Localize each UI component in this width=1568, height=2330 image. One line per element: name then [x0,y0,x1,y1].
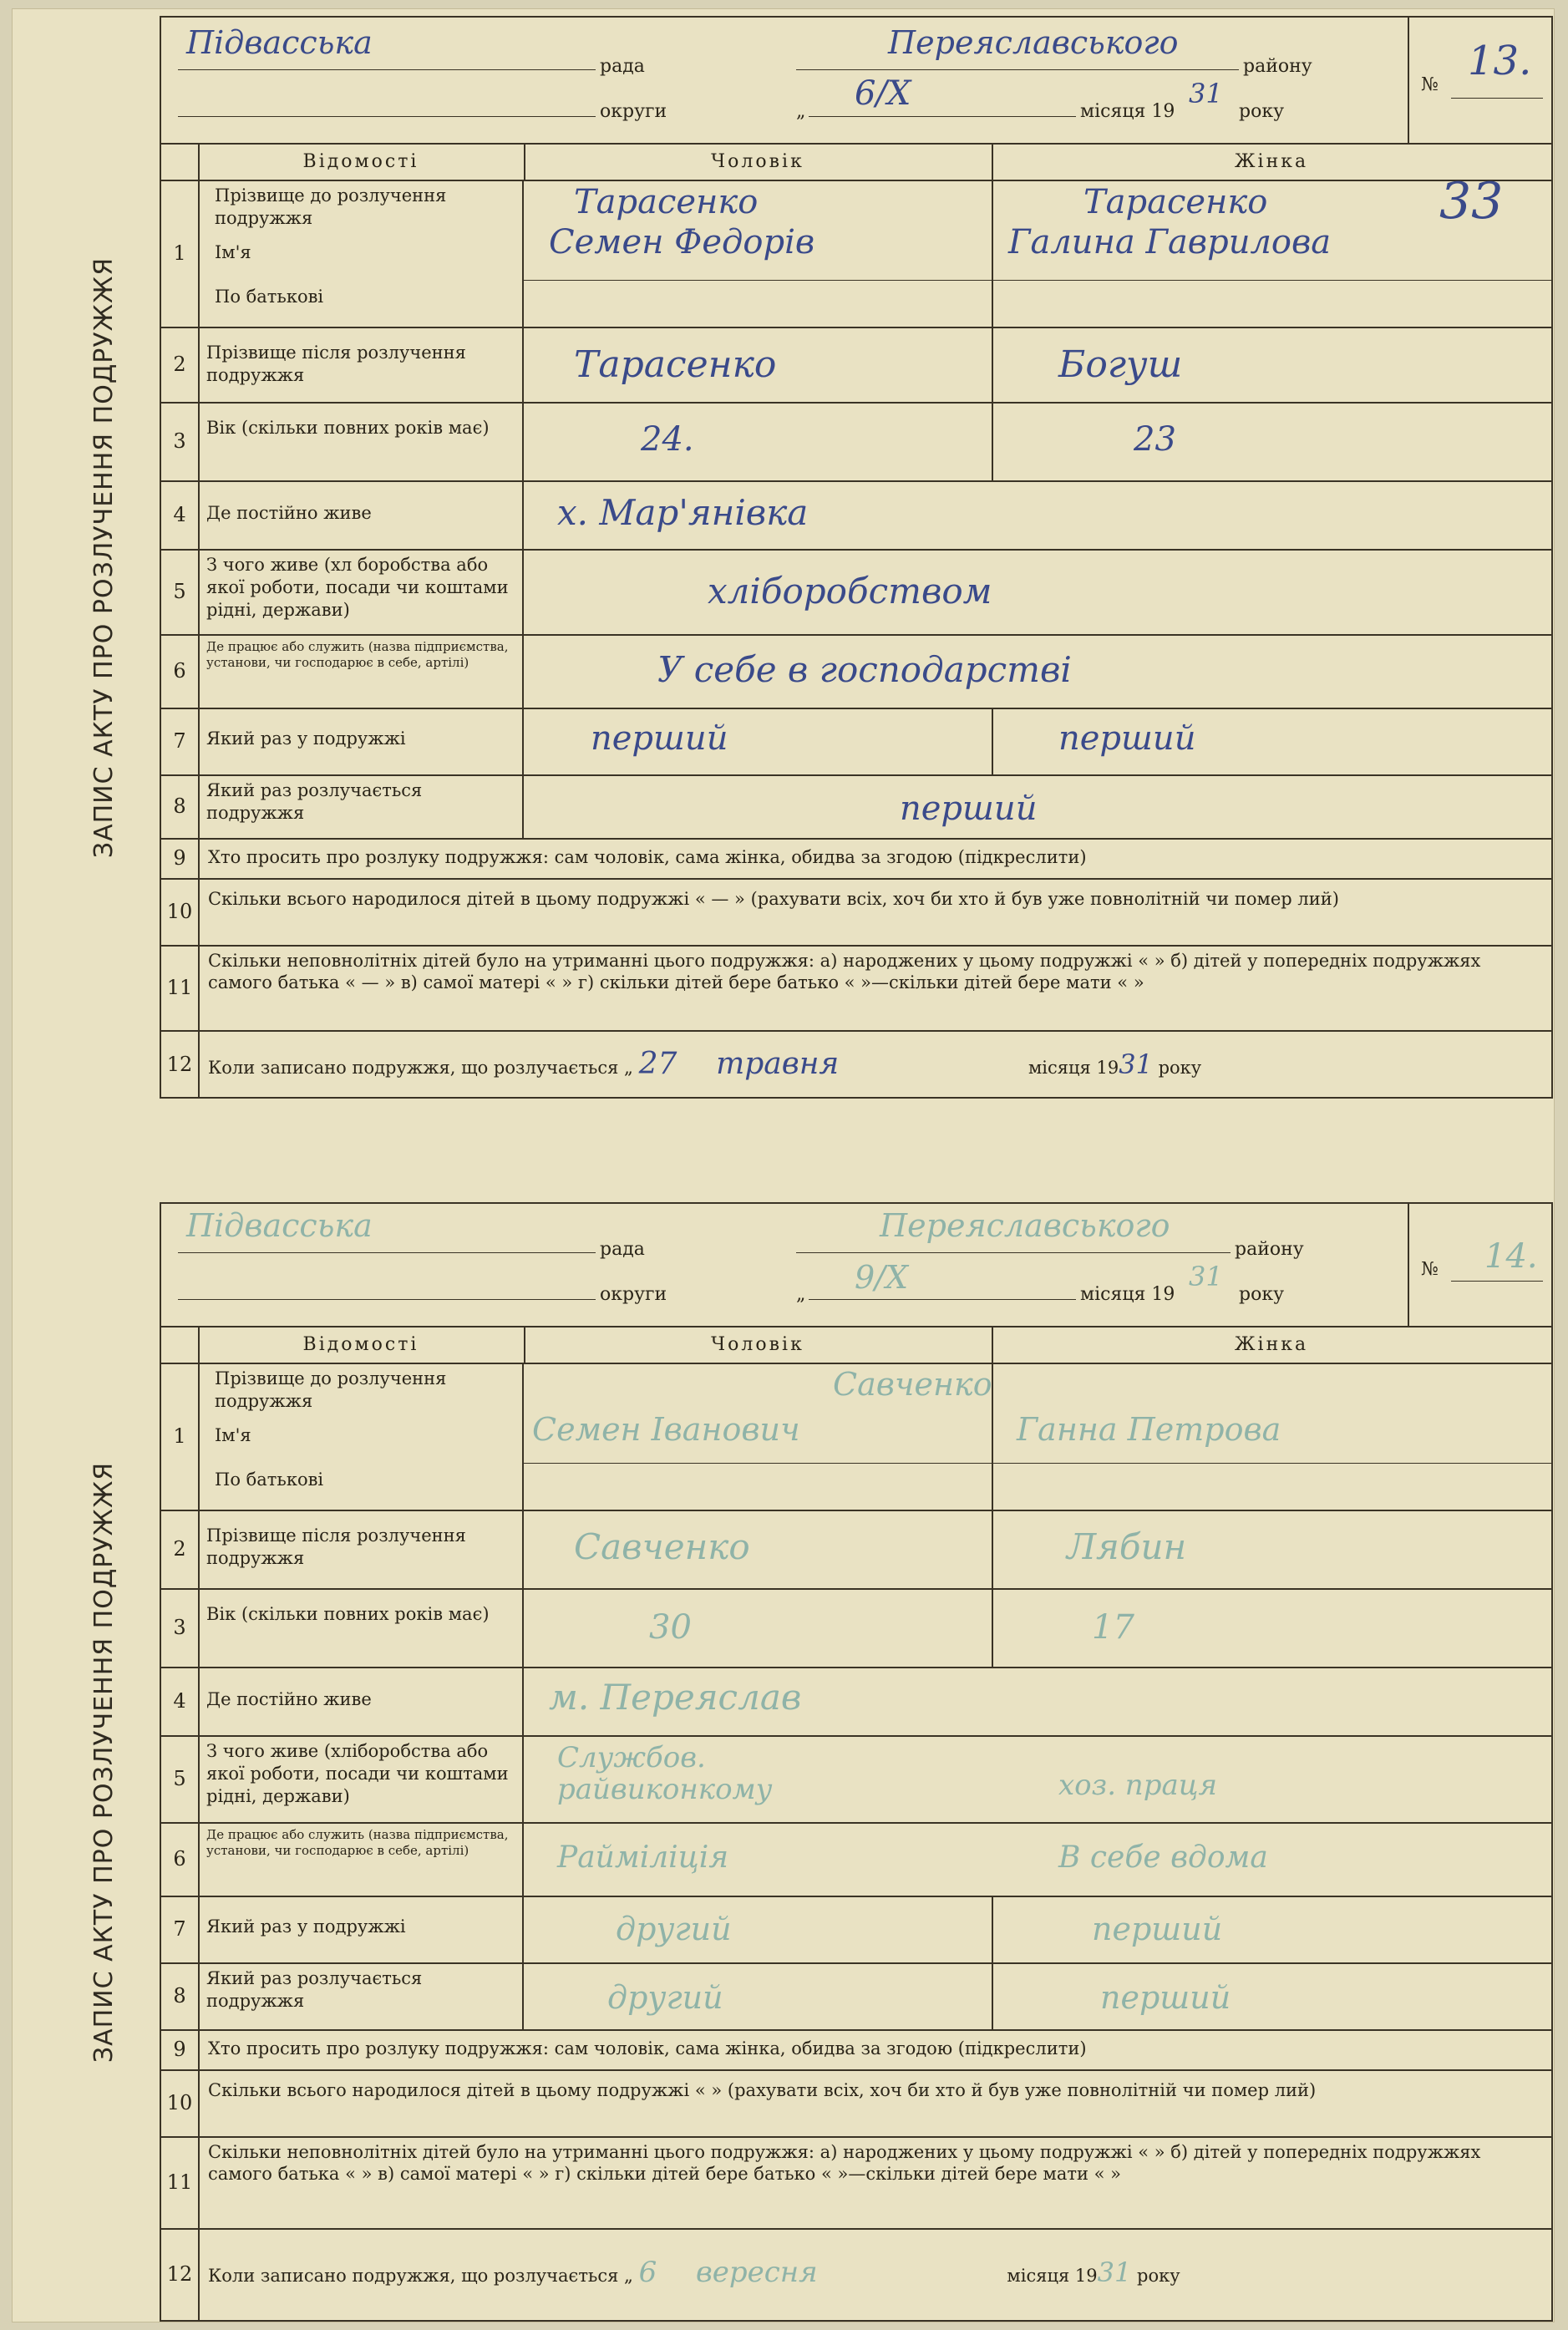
woman-surname-after: Лябин [1067,1526,1187,1567]
column-man-header: Чоловік [524,143,993,181]
row-5: 5 З чого живе (хл боробства або якої роботи, посади чи коштами рідні, держави) хліборобством [161,549,1551,636]
woman-surname: Тарасенко [1083,183,1268,221]
man-name: Семен Іванович [532,1411,800,1448]
woman-workplace: В себе вдома [1058,1840,1268,1875]
rada-value: Підвасська [186,1207,373,1244]
man-surname-after: Тарасенко [574,343,777,386]
row-5: 5 З чого живе (хліборобства або якої роботи, посади чи коштами рідні, держави) Службов. райвиконкому хоз. праця [161,1735,1551,1824]
row-3: 3 Вік (скільки повних років має) 30 17 [161,1588,1551,1668]
man-marriage-count: перший [591,719,728,758]
year-label: року [1239,101,1285,122]
record-day: 6 [638,2256,657,2289]
column-woman-header: Жінка [992,143,1551,181]
record-header: Підвасська рада Переяславського району округи „ 6/X місяця 19 31 року № 13. [161,18,1551,145]
record-number-box [1408,1204,1551,1326]
man-name-cell [524,1363,993,1510]
okrugy-label: округи [600,101,667,122]
rada-label: рада [600,56,645,77]
number-label: № [1421,74,1439,95]
document-sheet [12,8,1555,2322]
record-title: ЗАПИС АКТУ ПРО РОЗЛУЧЕННЯ ПОДРУЖЖЯ [89,256,119,858]
year-label: року [1239,1284,1285,1305]
row-7: 7 Який раз у подружжі перший перший [161,708,1551,776]
record-form [160,16,1553,1099]
column-woman-header: Жінка [992,1326,1551,1364]
woman-occupation: хоз. праця [1058,1769,1217,1802]
date-value: 9/X [855,1259,909,1296]
record-title: ЗАПИС АКТУ ПРО РОЗЛУЧЕННЯ ПОДРУЖЖЯ [89,1461,119,2063]
row-1: 1 Прізвище до розлучення подружжя Ім'я По батькові Савченко Семен Іванович Ганна Петрова [161,1363,1551,1511]
residence-value: х. Мар'янівка [557,492,809,533]
man-marriage-count: другий [616,1911,732,1947]
record-number: 13. [1468,38,1532,84]
record-number-box [1408,18,1551,143]
man-divorce-count: другий [607,1979,723,2016]
woman-name-cell [992,1363,1551,1510]
row-9: 9 Хто просить про розлуку подружжя: сам чоловік, сама жінка, обидва за згодою (підкреслити) [161,2029,1551,2071]
row-8: 8 Який раз розлучається подружжя другий перший [161,1962,1551,2031]
woman-marriage-count: перший [1092,1911,1223,1947]
row-3: 3 Вік (скільки повних років має) 24. 23 [161,402,1551,482]
year-value: 31 [1189,78,1223,109]
row-6: 6 Де працює або служить (назва підприємства, установи, чи господарює в себе, артілі) У себе в господарстві [161,634,1551,709]
column-info-header: Відомості [198,143,525,181]
row-4: 4 Де постійно живе х. Мар'янівка [161,480,1551,551]
woman-age: 23 [1134,420,1176,459]
year-value: 31 [1189,1261,1223,1292]
record-header: Підвасська рада Переяславського району округи „ 9/X місяця 19 31 року № 14. [161,1204,1551,1327]
raion-value: Переяславського [880,1207,1170,1244]
divorce-record-13 [89,16,1553,1099]
date-value: 6/X [855,74,911,113]
woman-name-cell [992,180,1551,327]
divorce-count-value: перший [900,789,1038,828]
rada-label: рада [600,1239,645,1260]
month-label: місяця 19 [1080,1284,1175,1305]
row-6: 6 Де працює або служить (назва підприємства, установи, чи господарює в себе, артілі) Райміліція В себе вдома [161,1822,1551,1897]
raion-value: Переяславського [888,24,1179,61]
record-month: травня [716,1047,840,1081]
okrugy-label: округи [600,1284,667,1305]
column-info-header: Відомості [198,1326,525,1364]
raion-label: району [1235,1239,1304,1260]
row-8: 8 Який раз розлучається подружжя перший [161,774,1551,840]
row-10: 10 Скільки всього народилося дітей в цьому подружжі « » (рахувати всіх, хоч би хто й був уже повнолітній чи помер лий) [161,2069,1551,2138]
raion-label: району [1243,56,1312,77]
man-age: 30 [649,1608,692,1647]
corner-mark: 33 [1439,172,1504,231]
man-age: 24. [641,420,694,459]
woman-surname-after: Богуш [1058,343,1183,386]
rada-value: Підвасська [186,24,373,61]
row-7: 7 Який раз у подружжі другий перший [161,1896,1551,1964]
man-surname-after: Савченко [574,1526,750,1567]
record-number: 14. [1484,1237,1538,1276]
man-name-cell [524,180,993,327]
row-2: 2 Прізвище після розлучення подружжя Тарасенко Богуш [161,327,1551,404]
row-12: 12 Коли записано подружжя, що розлучається „ 6 вересня місяця 1931 року [161,2228,1551,2320]
man-workplace: Райміліція [557,1840,729,1875]
record-month: вересня [695,2256,818,2289]
row-4: 4 Де постійно живе м. Переяслав [161,1667,1551,1737]
man-surname: Тарасенко [574,183,759,221]
row-2: 2 Прізвище після розлучення подружжя Савченко Лябин [161,1510,1551,1590]
record-year: 31 [1097,2256,1132,2288]
occupation-value: хліборобством [708,571,992,612]
woman-marriage-count: перший [1058,719,1196,758]
woman-age: 17 [1092,1608,1134,1647]
row-12: 12 Коли записано подружжя, що розлучається „ 27 травня місяця 1931 року [161,1030,1551,1099]
row-10: 10 Скільки всього народилося дітей в цьому подружжі « — » (рахувати всіх, хоч би хто й був уже повнолітній чи помер лий) [161,878,1551,947]
woman-divorce-count: перший [1100,1979,1231,2016]
number-label: № [1421,1259,1439,1280]
workplace-value: У себе в господарстві [657,649,1072,690]
woman-name: Ганна Петрова [1017,1411,1281,1448]
column-man-header: Чоловік [524,1326,993,1364]
man-surname: Савченко [833,1366,992,1403]
month-label: місяця 19 [1080,101,1175,122]
row-11: 11 Скільки неповнолітніх дітей було на утриманні цього подружжя: а) народжених у цьому подружжі « » б) дітей у попередніх подружжях самого батька « » в) самої матері « » г) скільки дітей бере батько « »—скільки дітей бере мати « » [161,2136,1551,2230]
man-occupation: Службов. райвиконкому [557,1741,773,1806]
residence-value: м. Переяслав [549,1677,802,1718]
row-9: 9 Хто просить про розлуку подружжя: сам чоловік, сама жінка, обидва за згодою (підкреслити) [161,838,1551,880]
record-form [160,1202,1553,2322]
record-day: 27 [638,1047,677,1081]
record-year: 31 [1119,1048,1153,1080]
woman-name: Галина Гаврилова [1008,223,1332,261]
row-1: 1 Прізвище до розлучення подружжя Ім'я По батькові Тарасенко Семен Федорів Тарасенко Галина Гаврилова [161,180,1551,328]
row-11: 11 Скільки неповнолітніх дітей було на утриманні цього подружжя: а) народжених у цьому подружжі « » б) дітей у попередніх подружжях самого батька « — » в) самої матері « » г) скільки дітей бере батько « »—скільки дітей бере мати « » [161,945,1551,1032]
man-name: Семен Федорів [549,223,815,261]
divorce-record-14 [89,1202,1553,2322]
